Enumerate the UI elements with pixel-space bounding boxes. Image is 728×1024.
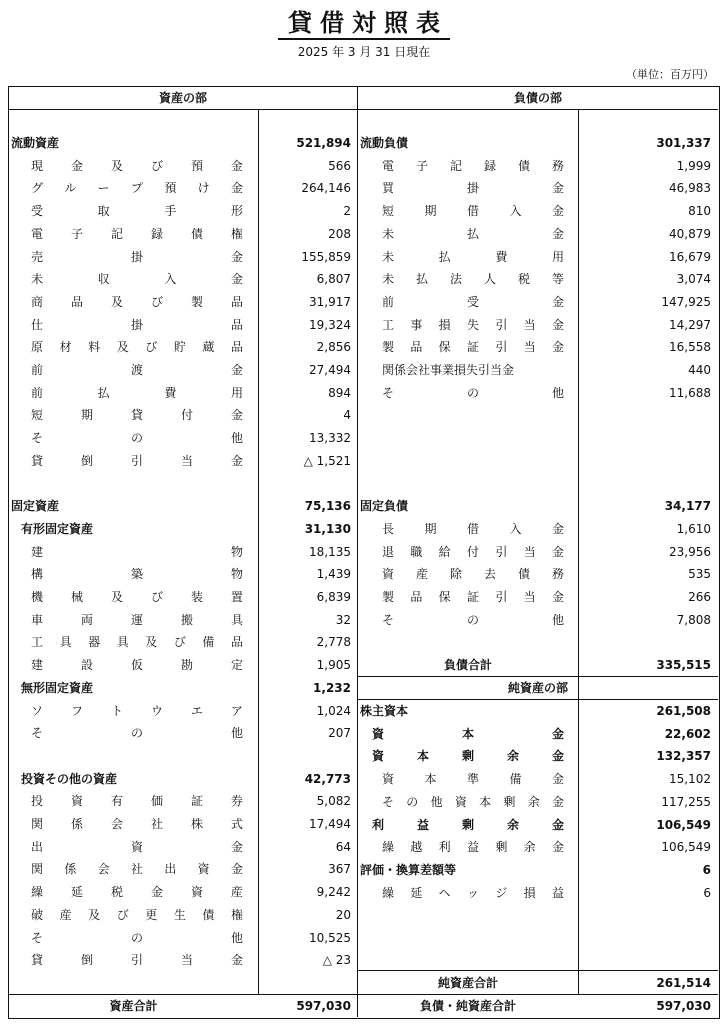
item-value: 14,297 [669, 317, 711, 332]
item-label: 受 取 手 形 [31, 204, 243, 219]
table-row [9, 927, 357, 949]
item-value: 207 [328, 726, 351, 741]
item-label: 未 払 費 用 [382, 249, 564, 264]
item-label: 仕 掛 品 [31, 317, 243, 332]
page-title: 貸借対照表 [0, 8, 728, 38]
item-label: 繰 延 ヘ ッ ジ 損 益 [382, 885, 564, 900]
item-label: 売 掛 金 [31, 249, 243, 264]
category-label: 評価・換算差額等 [360, 862, 457, 877]
table-row [358, 246, 718, 268]
item-value: 894 [328, 385, 351, 400]
table-row [358, 223, 718, 245]
item-label: 短 期 貸 付 金 [31, 408, 243, 423]
item-value: 27,494 [309, 363, 351, 377]
liabilities-total-value: 335,515 [656, 658, 711, 672]
net-assets-total-value: 261,514 [656, 976, 711, 990]
table-row [9, 790, 357, 812]
category-label: 株主資本 [360, 704, 409, 718]
category-label: 固定負債 [360, 499, 409, 514]
table-row [9, 586, 357, 608]
table-row [9, 404, 357, 426]
table-row [9, 768, 357, 790]
item-value: 6 [703, 885, 711, 900]
table-row [358, 200, 718, 222]
table-row [9, 541, 357, 563]
item-label: 前 渡 金 [31, 363, 243, 377]
item-value: 521,894 [296, 136, 351, 150]
item-label: 出 資 金 [31, 839, 243, 854]
item-label: 繰 越 利 益 剰 余 金 [382, 840, 564, 855]
item-label: 関 係 会 社 株 式 [31, 817, 243, 831]
table-row [9, 700, 357, 722]
category-label: 投資その他の資産 [21, 771, 118, 786]
item-value: 6 [702, 862, 711, 877]
item-value: 155,859 [301, 249, 351, 264]
item-label: 利 益 剰 余 金 [372, 817, 564, 832]
item-value: 4 [343, 408, 351, 423]
category-label: 流動資産 [11, 136, 60, 150]
category-label: 無形固定資産 [21, 680, 94, 695]
item-label: 貸 倒 引 当 金 [31, 953, 243, 968]
table-row [358, 745, 718, 767]
item-value: 16,558 [669, 340, 711, 355]
item-value: 2,856 [316, 340, 351, 355]
item-value: 13,332 [309, 431, 351, 446]
table-row [358, 836, 718, 858]
item-label: 工 事 損 失 引 当 金 [382, 317, 564, 332]
item-value: 147,925 [661, 294, 711, 309]
table-row [9, 200, 357, 222]
table-row [9, 495, 357, 517]
table-row [9, 155, 357, 177]
item-label: 建 物 [31, 544, 243, 559]
item-label: 電 子 記 録 債 権 [31, 226, 243, 241]
item-value: 535 [688, 567, 711, 582]
item-value: 15,102 [669, 772, 711, 787]
item-label: 前 払 費 用 [31, 385, 243, 400]
net-assets-total-label: 純資産合計 [437, 976, 498, 990]
item-value: 6,839 [316, 590, 351, 604]
table-row [358, 132, 718, 154]
table-row [9, 881, 357, 903]
table-row [9, 359, 357, 381]
item-value: 301,337 [656, 136, 711, 150]
item-value: △ 23 [322, 953, 351, 968]
table-row [358, 155, 718, 177]
item-label: 未 収 入 金 [31, 272, 243, 287]
table-row [358, 518, 718, 540]
report-date: 2025 年 3 月 31 日現在 [297, 45, 431, 59]
table-row [9, 518, 357, 540]
item-label: 工 具 器 具 及 び 備 品 [31, 635, 243, 650]
item-value: 10,525 [309, 930, 351, 945]
item-label: ソ フ ト ウ エ ア [31, 703, 243, 718]
item-label: 短 期 借 入 金 [382, 204, 564, 219]
item-label: 機 械 及 び 装 置 [31, 590, 243, 604]
table-row [9, 473, 357, 495]
table-row [9, 677, 357, 699]
item-value: 17,494 [309, 817, 351, 831]
table-row [358, 450, 718, 472]
item-label: グ ル ー プ 預 け 金 [31, 181, 243, 196]
table-row [358, 291, 718, 313]
item-label: 未 払 金 [382, 226, 564, 241]
table-row [9, 246, 357, 268]
unit-label: （単位：百万円） [626, 68, 714, 81]
item-value: 1,232 [313, 680, 351, 695]
item-label: 製 品 保 証 引 当 金 [382, 340, 564, 355]
item-value: 117,255 [661, 794, 711, 809]
item-value: 34,177 [664, 499, 711, 514]
table-row [9, 291, 357, 313]
item-value: 19,324 [309, 317, 351, 332]
item-value: 1,024 [316, 703, 351, 718]
item-label: そ の 他 資 本 剰 余 金 [382, 794, 564, 809]
item-value: 31,917 [309, 294, 351, 309]
item-label: 電 子 記 録 債 務 [382, 158, 564, 173]
table-row [9, 223, 357, 245]
table-row [9, 336, 357, 358]
table-row [9, 858, 357, 880]
table-row [9, 836, 357, 858]
item-label: そ の 他 [31, 930, 243, 945]
item-value: 2,778 [316, 635, 351, 650]
table-row [9, 450, 357, 472]
item-label: 退 職 給 付 引 当 金 [382, 544, 564, 559]
item-label: そ の 他 [382, 385, 564, 400]
item-value: 5,082 [316, 794, 351, 809]
item-value: 7,808 [676, 612, 711, 627]
table-row [9, 745, 357, 767]
table-row [9, 813, 357, 835]
item-value: 106,549 [656, 817, 711, 832]
table-row [358, 177, 718, 199]
table-row [358, 814, 718, 836]
table-row [358, 700, 718, 722]
item-value: 208 [328, 226, 351, 241]
item-value: 2 [343, 204, 351, 219]
item-value: 9,242 [316, 885, 351, 900]
item-label: 資 本 剰 余 金 [372, 749, 564, 764]
item-label: 現 金 及 び 預 金 [31, 158, 243, 173]
table-row [358, 495, 718, 517]
table-row [9, 427, 357, 449]
category-label: 流動負債 [360, 136, 409, 150]
item-label: 買 掛 金 [382, 181, 564, 196]
grand-total-label: 負債・純資産合計 [419, 999, 516, 1013]
liabilities-header: 負債の部 [513, 91, 562, 105]
table-row [358, 723, 718, 745]
table-row [358, 791, 718, 813]
item-label: 車 両 運 搬 具 [31, 612, 243, 627]
net-assets-header: 純資産の部 [507, 681, 568, 695]
table-row [358, 314, 718, 336]
item-label: 資 産 除 去 債 務 [382, 567, 564, 582]
grand-total-value: 597,030 [656, 999, 711, 1013]
table-row [9, 609, 357, 631]
item-value: 46,983 [669, 181, 711, 196]
table-row [9, 563, 357, 585]
table-row [9, 654, 357, 676]
table-row [9, 314, 357, 336]
liabilities-total-label: 負債合計 [443, 658, 492, 672]
item-value: 75,136 [304, 499, 351, 514]
item-label: 繰 延 税 金 資 産 [31, 885, 243, 900]
item-label: 破 産 及 び 更 生 債 権 [31, 907, 243, 922]
table-row [9, 949, 357, 971]
table-row [9, 177, 357, 199]
item-label: 貸 倒 引 当 金 [31, 453, 243, 468]
item-value: 367 [328, 862, 351, 877]
table-row [358, 609, 718, 631]
item-label: 長 期 借 入 金 [382, 521, 564, 536]
table-row [358, 859, 718, 881]
table-row [358, 268, 718, 290]
item-value: 440 [688, 363, 711, 377]
item-label: 資 本 準 備 金 [382, 772, 564, 787]
item-value: △ 1,521 [303, 453, 351, 468]
item-value: 1,999 [676, 158, 711, 173]
table-row [9, 268, 357, 290]
item-value: 3,074 [676, 272, 711, 287]
table-row [9, 722, 357, 744]
table-row [358, 427, 718, 449]
item-value: 31,130 [304, 521, 351, 536]
table-row [9, 382, 357, 404]
table-row [358, 586, 718, 608]
table-row [358, 563, 718, 585]
table-row [358, 404, 718, 426]
assets-total-value: 597,030 [296, 999, 351, 1013]
item-value: 261,508 [656, 704, 711, 718]
item-value: 11,688 [669, 385, 711, 400]
table-row [358, 473, 718, 495]
item-value: 1,905 [316, 658, 351, 673]
item-label: 原 材 料 及 び 貯 蔵 品 [31, 340, 243, 355]
item-value: 1,610 [676, 521, 711, 536]
item-value: 18,135 [309, 544, 351, 559]
table-row [358, 336, 718, 358]
item-value: 6,807 [316, 272, 351, 287]
item-label: 関 係 会 社 出 資 金 [31, 862, 243, 877]
item-label: 商 品 及 び 製 品 [31, 294, 243, 309]
item-value: 20 [335, 907, 351, 922]
item-value: 264,146 [301, 181, 351, 196]
item-value: 566 [328, 158, 351, 173]
item-value: 64 [335, 839, 351, 854]
item-value: 266 [688, 590, 711, 604]
item-label: 資 本 金 [372, 726, 564, 741]
item-label: 製 品 保 証 引 当 金 [382, 590, 564, 604]
item-label: 前 受 金 [382, 294, 564, 309]
table-row [9, 132, 357, 154]
item-value: 132,357 [656, 749, 711, 764]
assets-header: 資産の部 [158, 91, 207, 105]
table-row [9, 904, 357, 926]
item-value: 22,602 [664, 726, 711, 741]
item-value: 32 [335, 612, 351, 627]
item-value: 23,956 [669, 544, 711, 559]
item-label: 未 払 法 人 税 等 [382, 272, 564, 287]
item-label: 投 資 有 価 証 券 [31, 794, 243, 809]
table-row [358, 541, 718, 563]
item-label: 構 築 物 [31, 567, 243, 582]
assets-total-label: 資産合計 [109, 999, 158, 1013]
item-value: 1,439 [316, 567, 351, 582]
table-row [358, 359, 718, 381]
item-label: そ の 他 [31, 726, 243, 741]
table-row [358, 882, 718, 904]
item-value: 106,549 [661, 840, 711, 855]
category-label: 有形固定資産 [21, 521, 94, 536]
item-label: 関係会社事業損失引当金 [382, 363, 515, 377]
item-label: そ の 他 [382, 612, 564, 627]
item-value: 810 [688, 204, 711, 219]
item-value: 40,879 [669, 226, 711, 241]
table-row [358, 382, 718, 404]
item-value: 42,773 [304, 771, 351, 786]
category-label: 固定資産 [11, 499, 60, 514]
item-label: そ の 他 [31, 431, 243, 446]
table-row [9, 631, 357, 653]
item-value: 16,679 [669, 249, 711, 264]
table-row [358, 768, 718, 790]
item-label: 建 設 仮 勘 定 [31, 658, 243, 673]
balance-sheet-table [8, 86, 720, 1019]
